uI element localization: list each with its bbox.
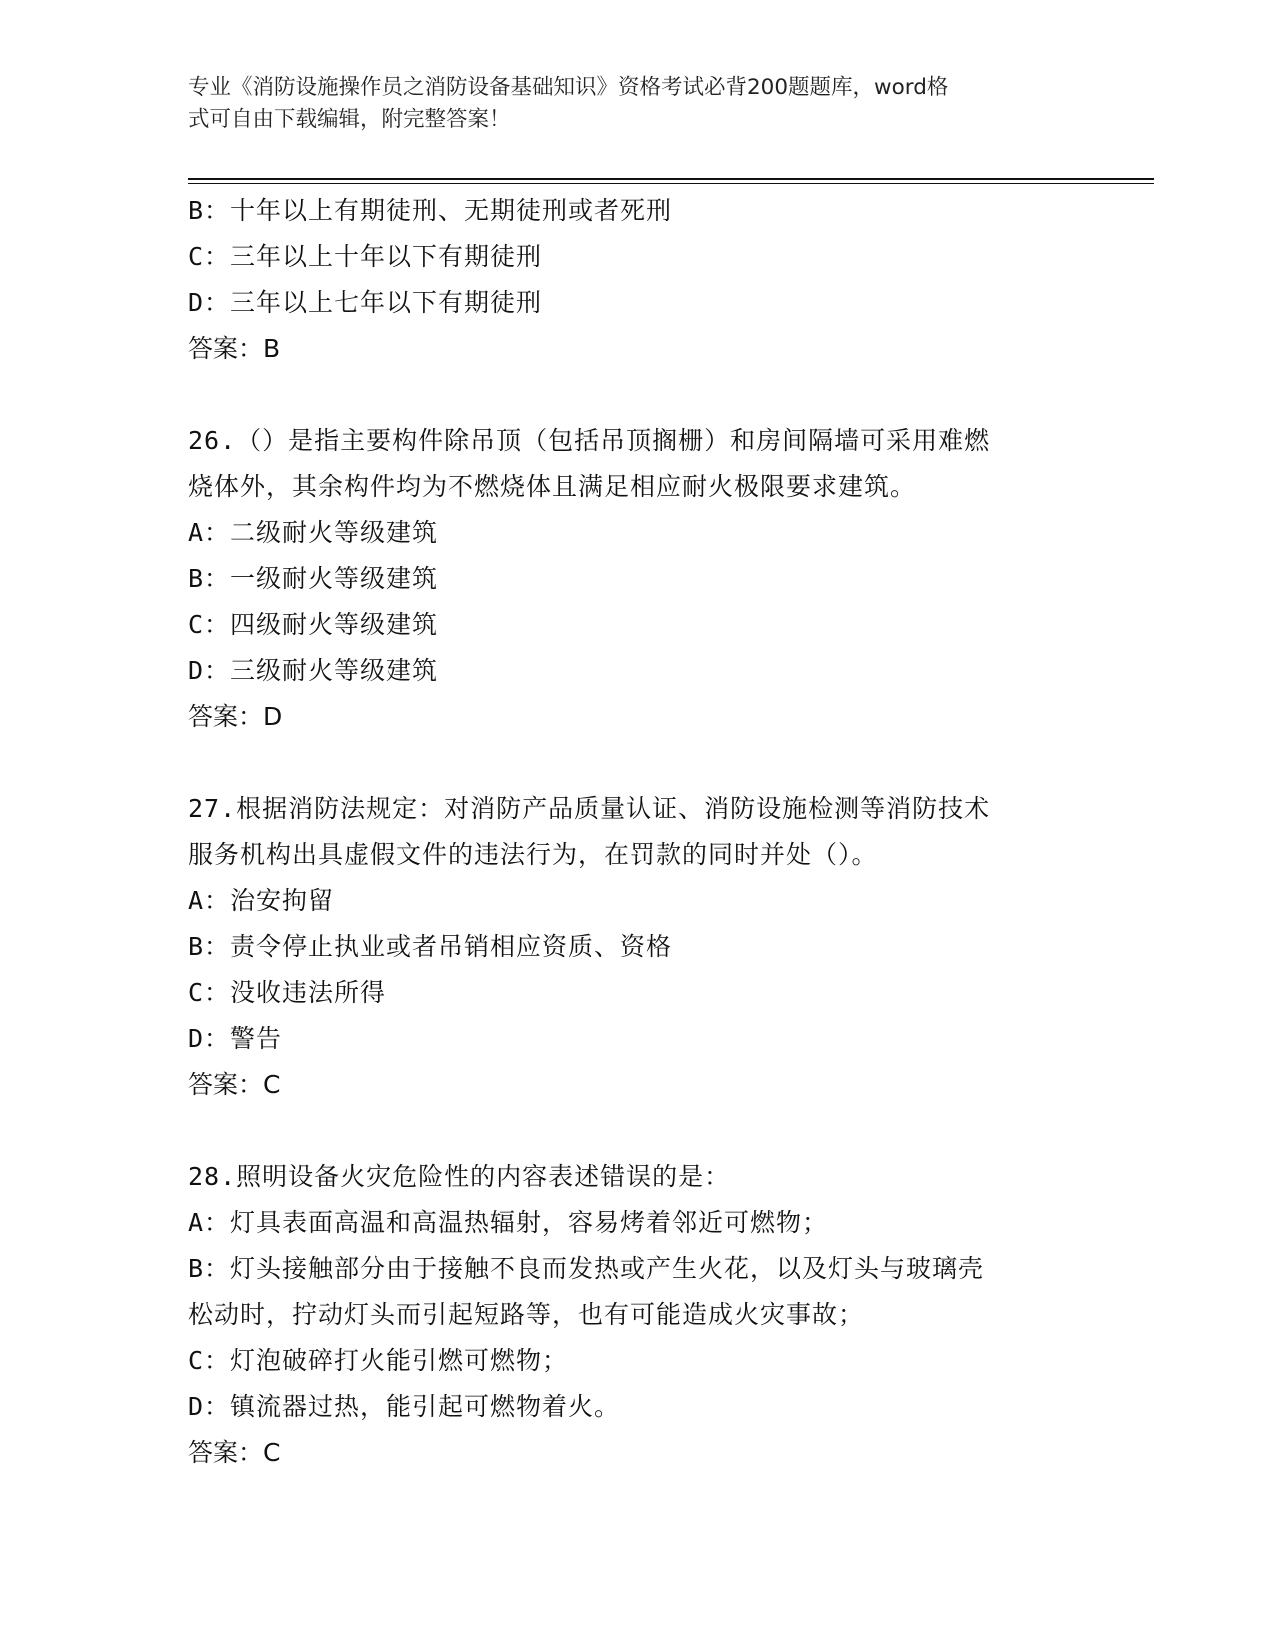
question-26 [188,418,1088,740]
option-b: B：灯头接触部分由于接触不良而发热或产生火花，以及灯头与玻璃壳 [188,1254,985,1283]
question-stem-line: 27.根据消防法规定：对消防产品质量认证、消防设施检测等消防技术 [188,794,991,823]
spacer [188,372,1088,418]
question-stem-line: 26.（）是指主要构件除吊顶（包括吊顶搁栅）和房间隔墙可采用难燃 [188,426,991,455]
option-d: D：三年以上七年以下有期徒刑 [188,288,543,317]
question-stem-line: 28.照明设备火灾危险性的内容表述错误的是： [188,1162,731,1191]
option-b-continued: 松动时，拧动灯头而引起短路等，也有可能造成火灾事故； [188,1300,865,1329]
question-stem-line: 服务机构出具虚假文件的违法行为，在罚款的同时并处（）。 [188,840,878,869]
header-rule-thick [188,178,1154,180]
option-c: C：没收违法所得 [188,978,387,1007]
answer-line: 答案：C [188,1438,281,1467]
answer-line: 答案：C [188,1070,281,1099]
header-line-1: 专业《消防设施操作员之消防设备基础知识》资格考试必背200题题库，word格 [188,75,949,100]
header-line-2: 式可自由下载编辑，附完整答案！ [188,107,511,132]
answer-line: 答案：B [188,334,281,363]
header-rule-thin [188,183,1154,184]
option-b: B：一级耐火等级建筑 [188,564,439,593]
option-a: A：治安拘留 [188,886,335,915]
option-d: D：镇流器过热，能引起可燃物着火。 [188,1392,621,1421]
option-b: B：十年以上有期徒刑、无期徒刑或者死刑 [188,196,673,225]
option-c: C：灯泡破碎打火能引燃可燃物； [188,1346,569,1375]
option-c: C：四级耐火等级建筑 [188,610,439,639]
option-a: A：二级耐火等级建筑 [188,518,439,547]
question-27 [188,786,1088,1108]
question-content [188,188,1088,1476]
spacer [188,740,1088,786]
option-d: D：警告 [188,1024,283,1053]
question-25-continued [188,188,1088,372]
option-a: A：灯具表面高温和高温热辐射，容易烤着邻近可燃物； [188,1208,829,1237]
question-28 [188,1154,1088,1476]
option-c: C：三年以上十年以下有期徒刑 [188,242,543,271]
option-b: B：责令停止执业或者吊销相应资质、资格 [188,932,673,961]
answer-line: 答案：D [188,702,283,731]
document-header [188,72,1068,136]
spacer [188,1108,1088,1154]
question-stem-line: 烧体外，其余构件均为不燃烧体且满足相应耐火极限要求建筑。 [188,472,917,501]
option-d: D：三级耐火等级建筑 [188,656,439,685]
